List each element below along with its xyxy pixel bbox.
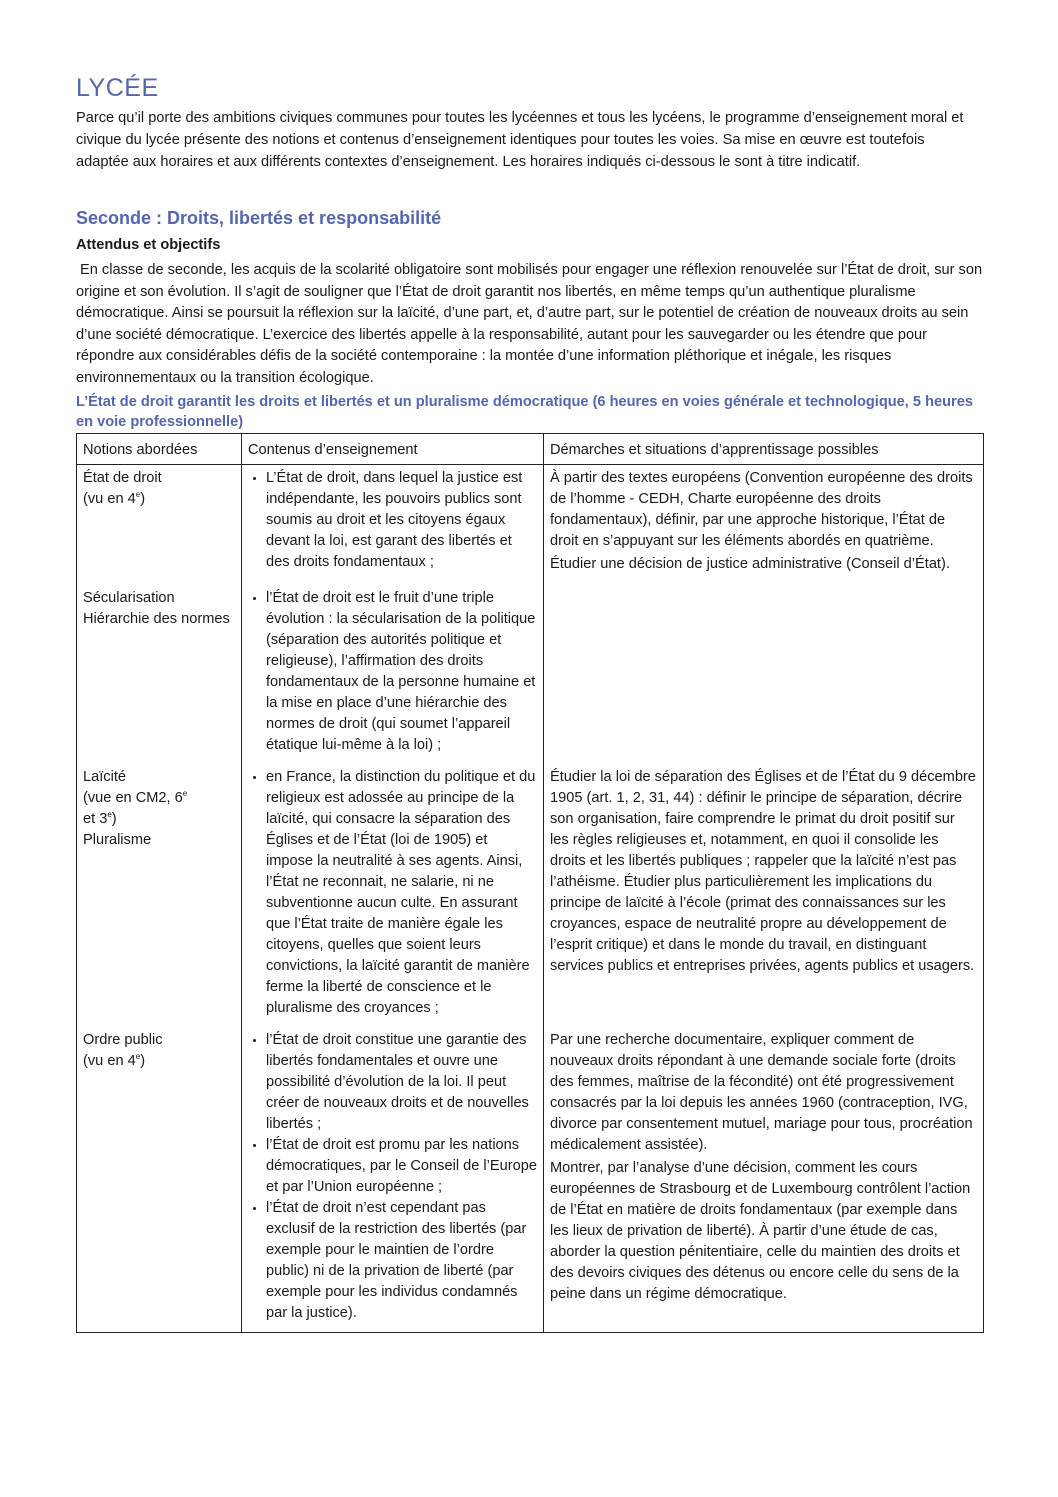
notion-text: Sécularisation xyxy=(83,590,175,606)
notion-superscript: e xyxy=(182,789,188,798)
notion-text: et 3 xyxy=(83,811,108,827)
table-header-row xyxy=(77,434,984,465)
notion-superscript: e xyxy=(107,810,112,819)
contents-item: • en France, la distinction du politique et du religieux est adossée au principe de la laïcité, qui consacre la séparation des Églises et de l’État (loi de 1905) et impose la neutralité à ses agents. Ainsi, l’État ne reconnait, ne salarie, ni ne subventionne aucun culte. En assurant que l’État traite de manière égale les citoyens, quelles que soient leurs convictions, la laïcité garantit de manière ferme la liberté de conscience et le pluralisme des croyances ; xyxy=(266,767,537,1019)
approach-paragraph: Montrer, par l’analyse d’une décision, comment les cours européennes de Strasbourg et de Luxembourg contrôlent l’action de l’État en matière de droits fondamentaux (par exemple dans les lieux de privation de liberté). À partir d’une étude de cas, aborder la question pénitentiaire, celle du maintien des droits et des devoirs civiques des détenus ou encore celle du sens de la peine dans un régime démocratique. xyxy=(550,1160,971,1302)
contents-item: • l’État de droit est promu par les nations démocratiques, par le Conseil de l’Europe et par l’Union européenne ; xyxy=(266,1135,537,1198)
intro-paragraph: Parce qu’il porte des ambitions civiques communes pour toutes les lycéennes et tous les lycéens, le programme d’enseignement moral et civique du lycée présente des notions et contenus d’enseignement identiques pour toutes les voies. Sa mise en œuvre est toutefois adaptée aux horaires et aux différents contextes d’enseignement. Les horaires indiqués ci-dessous le sont à titre indicatif. xyxy=(76,110,964,170)
contents-list xyxy=(248,588,537,756)
approach-paragraph: Par une recherche documentaire, expliquer comment de nouveaux droits répondant à une demande sociale forte (droits des femmes, maîtrise de la fécondité) ont été progressivement consacrés par la loi depuis les années 1960 (contraception, IVG, divorce par consentement mutuel, mariage pour tous, procréation médicalement assistée). xyxy=(550,1032,973,1153)
theme-title: L’État de droit garantit les droits et libertés et un pluralisme démocratique (6 heures en voies générale et technologique, 5 heures en voie professionnelle) xyxy=(76,394,973,430)
contents-list xyxy=(248,468,537,573)
approach-paragraph: Étudier la loi de séparation des Églises et de l’État du 9 décembre 1905 (art. 1, 2, 31, 44) : définir le principe de séparation, décrire son organisation, faire comprendre le primat du droit positif sur les règles religieuses et, notamment, en quoi il consolide les droits et les libertés publiques ; rappeler que la laïcité n’est pas l’athéisme. Étudier plus particulièrement les implications du principe de laïcité à l’école (primat des connaissances sur les croyances, espace de neutralité propre au développement de l’esprit critique) et dans le monde du travail, en distinguant services publics et entreprises privées, agents publics et usagers. xyxy=(550,769,976,974)
approaches-cell xyxy=(544,764,984,1027)
notion-text: (vu en 4 xyxy=(83,491,136,507)
notion-text: État de droit xyxy=(83,470,162,486)
table-body xyxy=(77,465,984,1333)
contents-item: • l’État de droit constitue une garantie des libertés fondamentales et ouvre une possibilité d’évolution de la loi. Il peut créer de nouveaux droits et de nouvelles libertés ; xyxy=(266,1030,537,1135)
notion-text: (vu en 4 xyxy=(83,1053,136,1069)
contents-item: • l’État de droit n’est cependant pas exclusif de la restriction des libertés (par exemple pour le maintien de l’ordre public) ni de la privation de liberté (par exemple pour les individus condamnés par la justice). xyxy=(266,1198,537,1324)
header-contents: Contenus d’enseignement xyxy=(242,434,544,465)
notion-suffix: ) xyxy=(140,491,146,507)
notion-superscript: e xyxy=(135,490,141,499)
notion-line xyxy=(83,468,235,489)
approach-paragraph: À partir des textes européens (Convention européenne des droits de l’homme - CEDH, Charte européenne des droits fondamentaux), définir, par une approche historique, l’État de droit en s’appuyant sur les éléments abordés en quatrième. xyxy=(550,470,973,549)
notions-cell xyxy=(77,1027,242,1333)
header-notions: Notions abordées xyxy=(77,434,242,465)
contents-item: • l’État de droit est le fruit d’une triple évolution : la sécularisation de la politique (séparation des autorités politique et religieuse), l’affirmation des droits fondamentaux de la personne humaine et la mise en place d’une hiérarchie des normes de droit (qui soumet l’appareil étatique lui-même à la loi) ; xyxy=(266,588,537,756)
contents-item: • L’État de droit, dans lequel la justice est indépendante, les pouvoirs publics sont soumis au droit et les citoyens égaux devant la loi, est garant des libertés et des droits fondamentaux ; xyxy=(266,468,537,573)
program-table xyxy=(76,433,984,1333)
table-row xyxy=(77,764,984,1027)
notion-line xyxy=(83,830,235,851)
table-row xyxy=(77,585,984,764)
approach-paragraph: Étudier une décision de justice administrative (Conseil d’État). xyxy=(550,556,950,572)
contents-cell xyxy=(242,585,544,764)
section-title: Seconde : Droits, libertés et responsabilité xyxy=(76,208,442,228)
notion-text: (vue en CM2, 6 xyxy=(83,790,183,806)
notion-line xyxy=(83,767,235,788)
notion-text: Hiérarchie des normes xyxy=(83,611,230,627)
page-title: LYCÉE xyxy=(76,74,159,102)
notion-suffix: ) xyxy=(111,811,117,827)
approaches-cell xyxy=(544,1027,984,1333)
objectives-paragraph: En classe de seconde, les acquis de la scolarité obligatoire sont mobilisés pour engager une réflexion renouvelée sur l’État de droit, sur son origine et son évolution. Il s’agit de souligner que l’État de droit garantit nos libertés, en même temps qu’un authentique pluralisme démocratique. Ainsi se poursuit la réflexion sur la laïcité, d’une part, et, d’autre part, sur le potentiel de création de nouveaux droits au sein d’une société démocratique. L’exercice des libertés appelle à la responsabilité, autant pour les sauvegarder ou les étendre que pour répondre aux considérables défis de la société contemporaine : la montée d’une information pléthorique et inégale, les risques environnementaux ou la transition écologique. xyxy=(76,262,983,386)
contents-list xyxy=(248,767,537,1019)
notion-line xyxy=(83,489,235,510)
notion-line xyxy=(83,588,235,609)
table-row xyxy=(77,465,984,586)
contents-list xyxy=(248,1030,537,1324)
subsection-title: Attendus et objectifs xyxy=(76,237,221,253)
notion-line xyxy=(83,788,235,809)
notions-cell xyxy=(77,764,242,1027)
notion-suffix: ) xyxy=(140,1053,146,1069)
contents-cell xyxy=(242,764,544,1027)
notions-cell xyxy=(77,585,242,764)
approaches-cell xyxy=(544,585,984,764)
notion-text: Ordre public xyxy=(83,1032,163,1048)
notion-line xyxy=(83,609,235,630)
notion-line xyxy=(83,1051,235,1072)
contents-cell xyxy=(242,465,544,586)
approaches-cell xyxy=(544,465,984,586)
notion-line xyxy=(83,809,235,830)
notions-cell xyxy=(77,465,242,586)
notion-text: Pluralisme xyxy=(83,832,152,848)
notion-text: Laïcité xyxy=(83,769,126,785)
header-approaches: Démarches et situations d’apprentissage possibles xyxy=(544,434,984,465)
table-row xyxy=(77,1027,984,1333)
contents-cell xyxy=(242,1027,544,1333)
notion-superscript: e xyxy=(135,1052,141,1061)
notion-line xyxy=(83,1030,235,1051)
